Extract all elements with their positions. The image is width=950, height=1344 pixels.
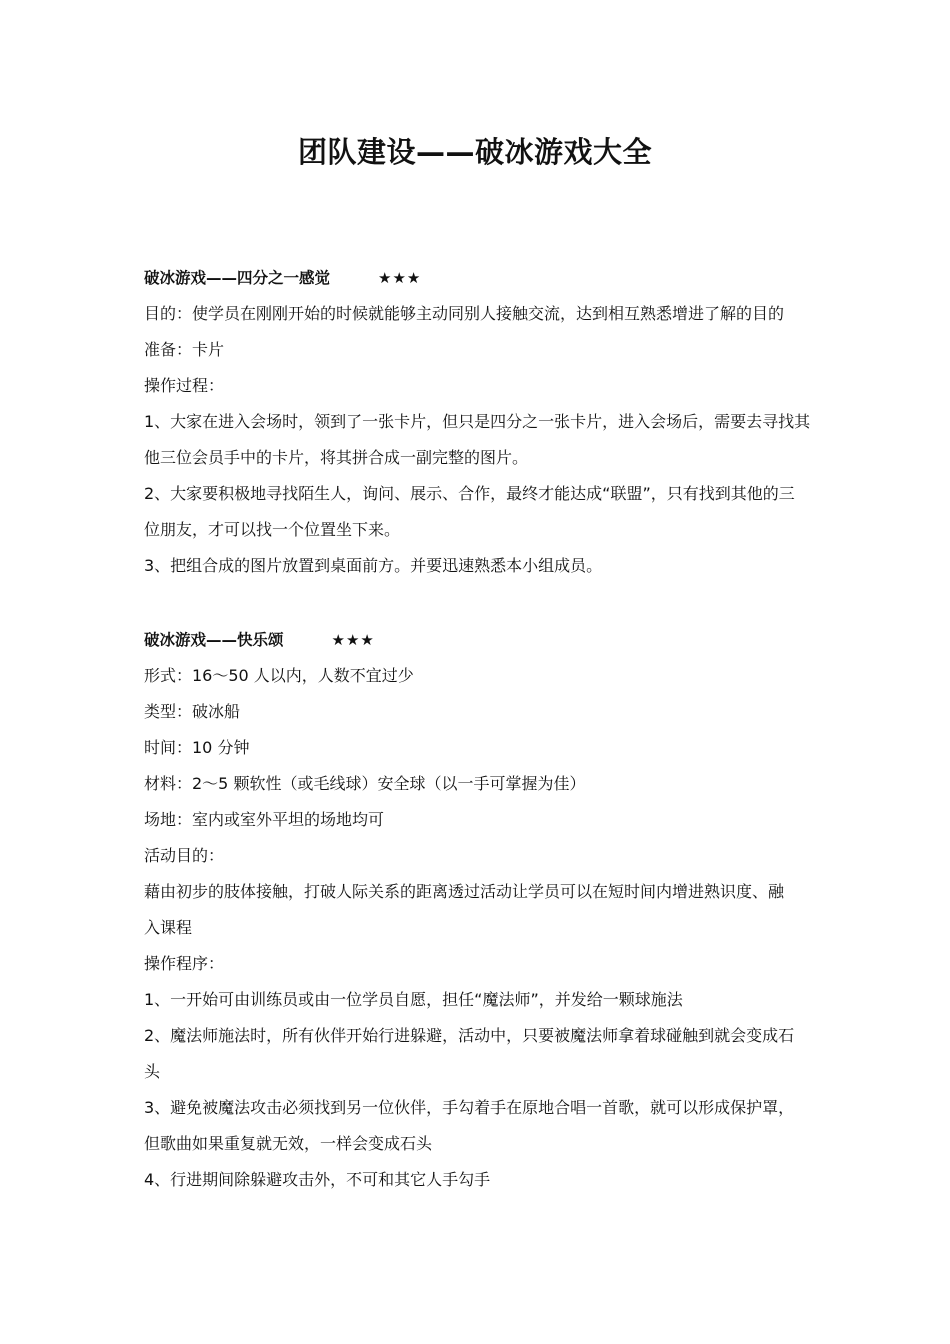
paragraph-line: 1、大家在进入会场时，领到了一张卡片，但只是四分之一张卡片，进入会场后，需要去寻找其 xyxy=(144,412,811,431)
paragraph-line: 头 xyxy=(144,1062,161,1081)
paragraph-line: 入课程 xyxy=(144,918,193,937)
paragraph-line: 1、一开始可由训练员或由一位学员自愿，担任“魔法师”，并发给一颗球施法 xyxy=(144,990,683,1009)
star-rating: ★★★ xyxy=(378,269,422,287)
section-heading-text: 破冰游戏——快乐颂 xyxy=(144,631,284,649)
paragraph-line: 操作过程： xyxy=(144,376,225,395)
paragraph-line: 4、行进期间除躲避攻击外，不可和其它人手勾手 xyxy=(144,1170,491,1189)
document-title: 团队建设——破冰游戏大全 xyxy=(297,135,652,169)
paragraph-line: 但歌曲如果重复就无效，一样会变成石头 xyxy=(144,1134,433,1153)
paragraph-line: 类型：破冰船 xyxy=(144,702,241,721)
paragraph-line: 活动目的： xyxy=(144,846,225,865)
paragraph-line: 3、避免被魔法攻击必须找到另一位伙伴，手勾着手在原地合唱一首歌，就可以形成保护罩， xyxy=(144,1098,795,1117)
game-section-happy-song xyxy=(144,622,824,1198)
paragraph-line: 场地：室内或室外平坦的场地均可 xyxy=(144,810,385,829)
star-rating: ★★★ xyxy=(331,631,375,649)
paragraph-line: 他三位会员手中的卡片，将其拼合成一副完整的图片。 xyxy=(144,448,529,467)
paragraph-line: 材料：2～5 颗软性（或毛线球）安全球（以一手可掌握为佳） xyxy=(144,774,586,793)
paragraph-line: 目的：使学员在刚刚开始的时候就能够主动同别人接触交流，达到相互熟悉增进了解的目的 xyxy=(144,304,785,323)
paragraph-line: 操作程序： xyxy=(144,954,225,973)
paragraph-line: 位朋友，才可以找一个位置坐下来。 xyxy=(144,520,401,539)
paragraph-line: 形式：16～50 人以内，人数不宜过少 xyxy=(144,666,414,685)
paragraph-line: 藉由初步的肢体接触，打破人际关系的距离透过活动让学员可以在短时间内增进熟识度、融 xyxy=(144,882,785,901)
section-heading xyxy=(144,260,824,296)
paragraph-line: 准备：卡片 xyxy=(144,340,225,359)
paragraph-line: 时间：10 分钟 xyxy=(144,738,250,757)
section-heading xyxy=(144,622,824,658)
paragraph-line: 2、魔法师施法时，所有伙伴开始行进躲避，活动中，只要被魔法师拿着球碰触到就会变成石 xyxy=(144,1026,795,1045)
section-heading-text: 破冰游戏——四分之一感觉 xyxy=(144,269,331,287)
paragraph-line: 2、大家要积极地寻找陌生人，询问、展示、合作，最终才能达成“联盟”，只有找到其他的三 xyxy=(144,484,795,503)
paragraph-line: 3、把组合成的图片放置到桌面前方。并要迅速熟悉本小组成员。 xyxy=(144,556,603,575)
game-section-quarter-feeling xyxy=(144,260,824,584)
